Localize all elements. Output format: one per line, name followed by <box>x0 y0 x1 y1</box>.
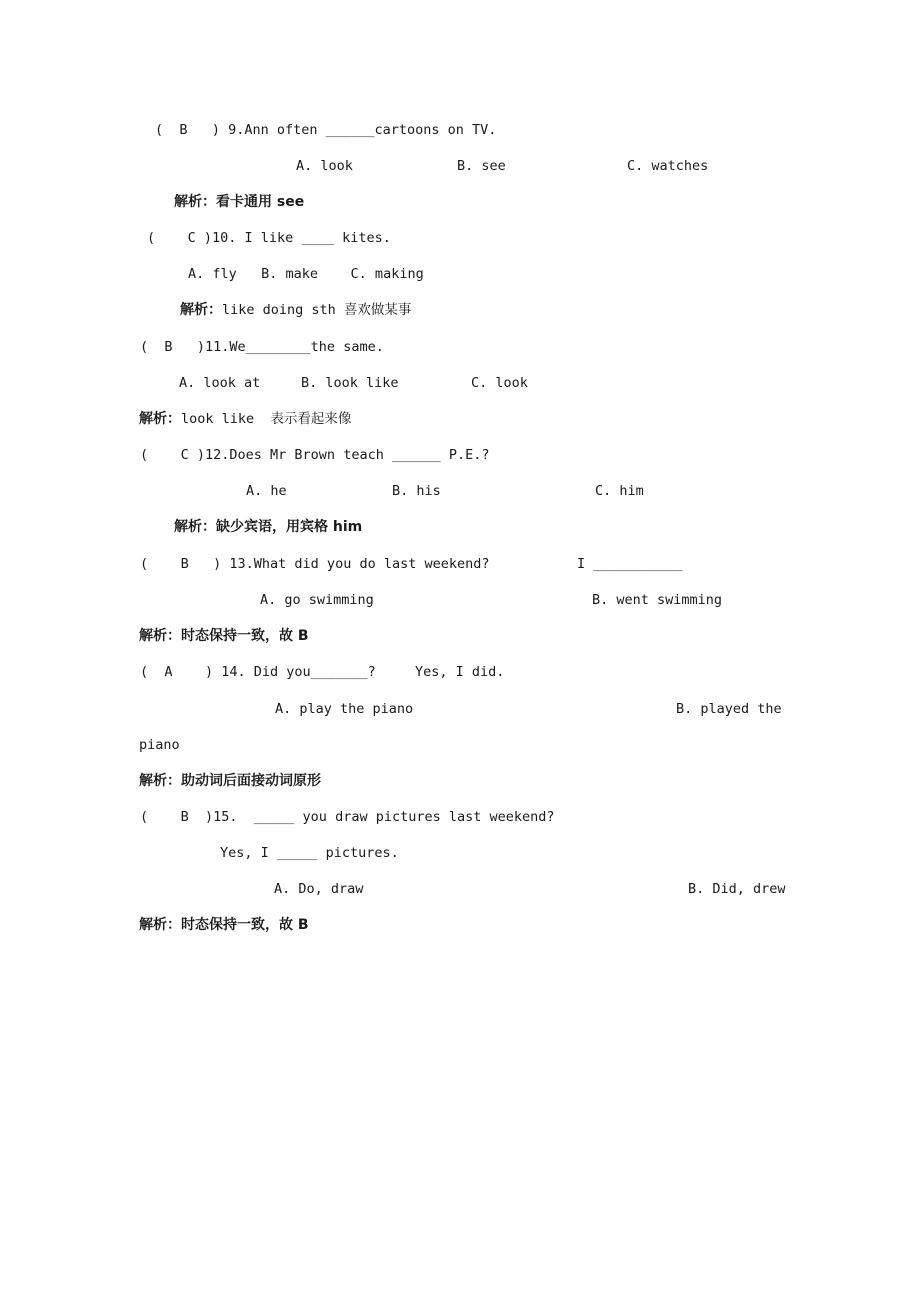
explanation-text: 助动词后面接动词原形 <box>181 773 321 789</box>
explanation-label: 解析： <box>180 302 222 318</box>
explanation-text: like doing sth 喜欢做某事 <box>222 302 412 318</box>
question-15-explanation <box>139 916 309 934</box>
question-11-stem: ( B )11.We________the same. <box>140 339 384 355</box>
question-9-option-b: B. see <box>457 158 506 174</box>
question-13-option-a: A. go swimming <box>260 592 374 608</box>
question-14-option-a: A. play the piano <box>275 701 414 717</box>
explanation-label: 解析： <box>174 519 216 535</box>
question-10-options: A. fly B. make C. making <box>188 266 424 282</box>
question-9-option-c: C. watches <box>627 158 709 174</box>
question-9-option-a: A. look <box>296 158 353 174</box>
question-11-option-a: A. look at <box>179 375 261 391</box>
explanation-label: 解析： <box>139 628 181 644</box>
question-10-explanation <box>180 301 411 319</box>
question-13-option-b: B. went swimming <box>592 592 723 608</box>
explanation-label: 解析： <box>174 194 216 210</box>
question-10-stem: ( C )10. I like ____ kites. <box>147 230 391 246</box>
question-12-option-c: C. him <box>595 483 644 499</box>
question-12-option-a: A. he <box>246 483 287 499</box>
question-9-explanation <box>174 193 304 211</box>
question-15-option-a: A. Do, draw <box>274 881 364 897</box>
question-11-option-b: B. look like <box>301 375 399 391</box>
explanation-text: 时态保持一致，故 B <box>181 917 309 933</box>
question-14-reply: Yes, I did. <box>415 664 505 680</box>
question-13-answer-blank: I ___________ <box>577 556 683 572</box>
question-13-explanation <box>139 627 309 645</box>
question-15-reply: Yes, I _____ pictures. <box>220 845 399 861</box>
question-14-stem: ( A ) 14. Did you_______? <box>140 664 376 680</box>
explanation-label: 解析： <box>139 773 181 789</box>
question-14-explanation <box>139 772 321 790</box>
explanation-text: 缺少宾语，用宾格 him <box>216 519 363 535</box>
question-15-option-b: B. Did, drew <box>688 881 786 897</box>
question-12-stem: ( C )12.Does Mr Brown teach ______ P.E.? <box>140 447 490 463</box>
question-12-explanation <box>174 518 362 536</box>
explanation-label: 解析： <box>139 917 181 933</box>
question-13-stem: ( B ) 13.What did you do last weekend? <box>140 556 490 572</box>
explanation-text: 时态保持一致，故 B <box>181 628 309 644</box>
question-12-option-b: B. his <box>392 483 441 499</box>
question-11-option-c: C. look <box>471 375 528 391</box>
question-15-stem: ( B )15. _____ you draw pictures last weekend? <box>140 809 555 825</box>
question-9-stem: ( B ) 9.Ann often ______cartoons on TV. <box>155 122 497 138</box>
explanation-text: look like 表示看起来像 <box>181 411 352 427</box>
explanation-label: 解析： <box>139 411 181 427</box>
question-14-option-b: B. played the <box>676 701 782 717</box>
question-14-option-b-wrap: piano <box>139 737 180 753</box>
explanation-text: 看卡通用 see <box>216 194 305 210</box>
question-11-explanation <box>139 410 351 428</box>
